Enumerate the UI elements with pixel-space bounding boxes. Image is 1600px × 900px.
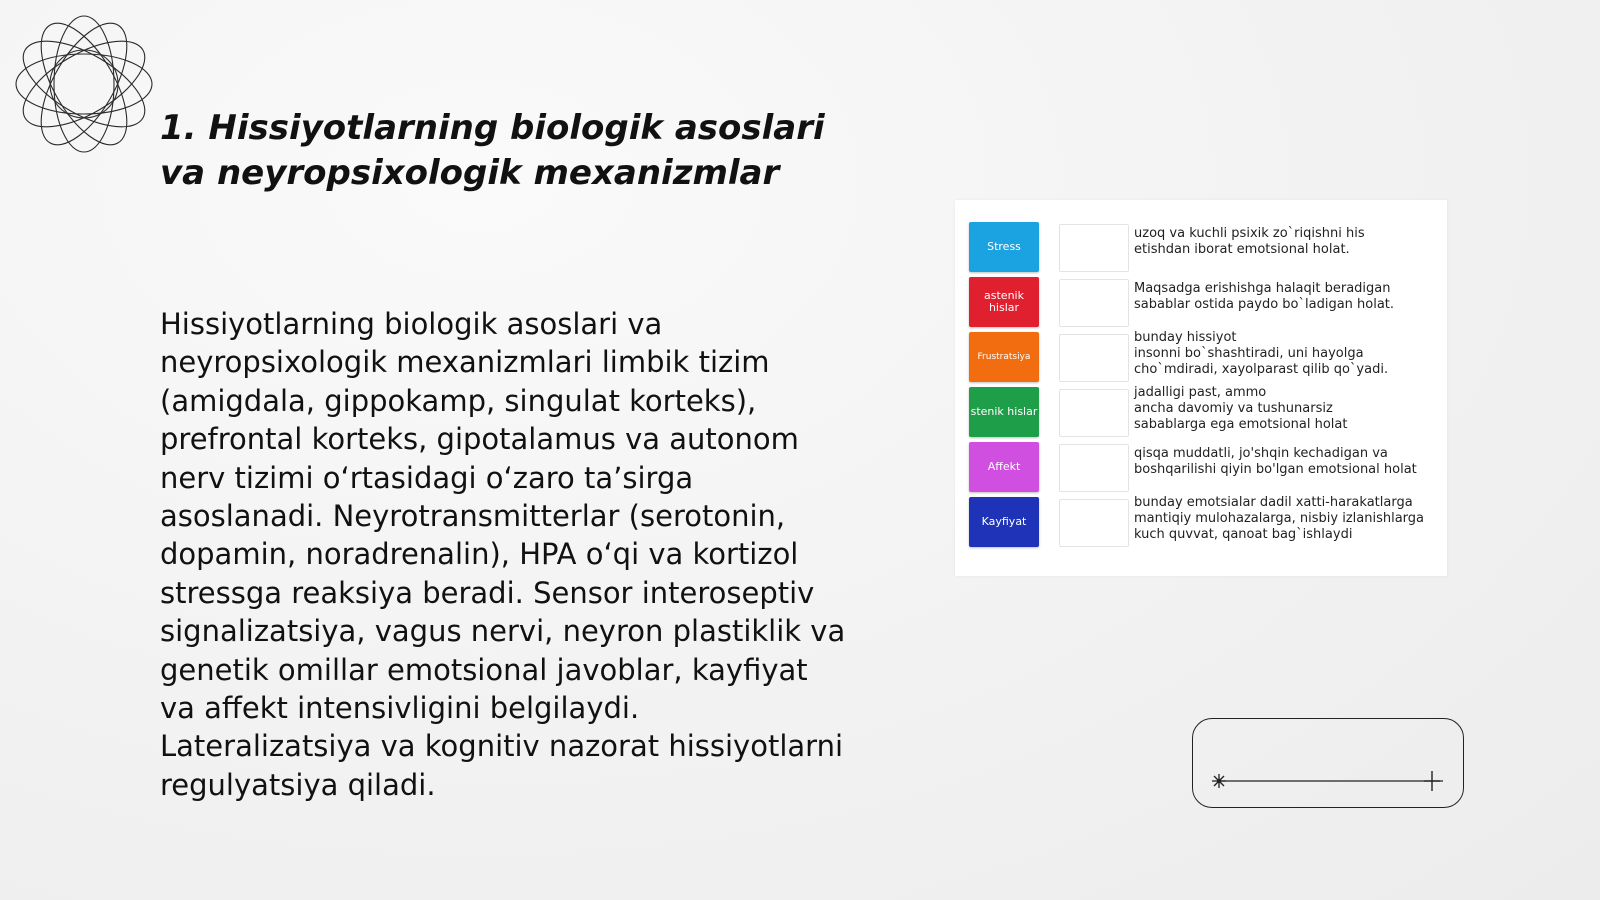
term-label: stenik hislar [970, 405, 1038, 418]
term-card-astenik-hislar[interactable] [969, 277, 1039, 327]
cross-marker-icon [1424, 771, 1440, 791]
definition-text: bunday emotsialar dadil xatti-harakatlarga mantiqiy mulohazalarga, nisbiy izlanishlarga kuch quvvat, qanoat bag`ishlaydi [1134, 495, 1425, 542]
term-label: Frustratsiya [977, 352, 1031, 362]
match-row [969, 442, 1439, 494]
slider-line [1211, 769, 1451, 799]
answer-slot[interactable] [1059, 499, 1129, 547]
answer-slot[interactable] [1059, 334, 1129, 382]
match-row [969, 497, 1439, 549]
term-label: Kayfiyat [981, 515, 1027, 528]
answer-slot[interactable] [1059, 279, 1129, 327]
term-card-affekt[interactable] [969, 442, 1039, 492]
match-row [969, 387, 1439, 439]
match-row [969, 277, 1439, 329]
term-card-frustratsiya[interactable] [969, 332, 1039, 382]
geometric-rosette-icon [10, 10, 158, 158]
definition-text: bunday hissiyot insonni bo`shashtiradi, uni hayolga cho`mdiradi, xayolparast qilib qo`yadi. [1134, 330, 1389, 377]
slide-title: 1. Hissiyotlarning biologik asoslari va neyropsixologik mexanizmlar [160, 108, 825, 193]
definition-text: jadalligi past, ammo ancha davomiy va tushunarsiz sabablarga ega emotsional holat [1134, 385, 1348, 432]
term-label: Affekt [987, 460, 1021, 473]
definition-text: Maqsadga erishishga halaqit beradigan sabablar ostida paydo bo`ladigan holat. [1134, 281, 1395, 312]
term-card-kayfiyat[interactable] [969, 497, 1039, 547]
term-card-stress[interactable] [969, 222, 1039, 272]
answer-slot[interactable] [1059, 224, 1129, 272]
definition-text: qisqa muddatli, jo'shqin kechadigan va boshqarilishi qiyin bo'lgan emotsional holat [1134, 446, 1417, 477]
sparkle-icon [1212, 774, 1226, 788]
term-label: Stress [987, 240, 1021, 253]
match-row [969, 332, 1439, 384]
decorative-frame [1192, 718, 1464, 808]
answer-slot[interactable] [1059, 389, 1129, 437]
matching-exercise [955, 200, 1447, 576]
body-paragraph: Hissiyotlarning biologik asoslari va neyropsixologik mexanizmlari limbik tizim (amigdala, gippokamp, singulat korteks), prefrontal korteks, gipotalamus va autonom nerv tizimi o‘rtasidagi o‘zaro ta’sirga asoslanadi. Neyrotransmitterlar (serotonin, dopamin, noradrenalin), HPA o‘qi va kortizol stressga reaksiya beradi. Sensor interoseptiv signalizatsiya, vagus nervi, neyron plastiklik va genetik omillar emotsional javoblar, kayfiyat va affekt intensivligini belgilaydi. Lateralizatsiya va kognitiv nazorat hissiyotlarni regulyatsiya qiladi. [160, 307, 846, 802]
answer-slot[interactable] [1059, 444, 1129, 492]
term-label: astenik hislar [984, 289, 1024, 314]
definition-text: uzoq va kuchli psixik zo`riqishni his etishdan iborat emotsional holat. [1134, 226, 1365, 257]
match-row [969, 222, 1439, 274]
term-card-stenik-hislar[interactable] [969, 387, 1039, 437]
